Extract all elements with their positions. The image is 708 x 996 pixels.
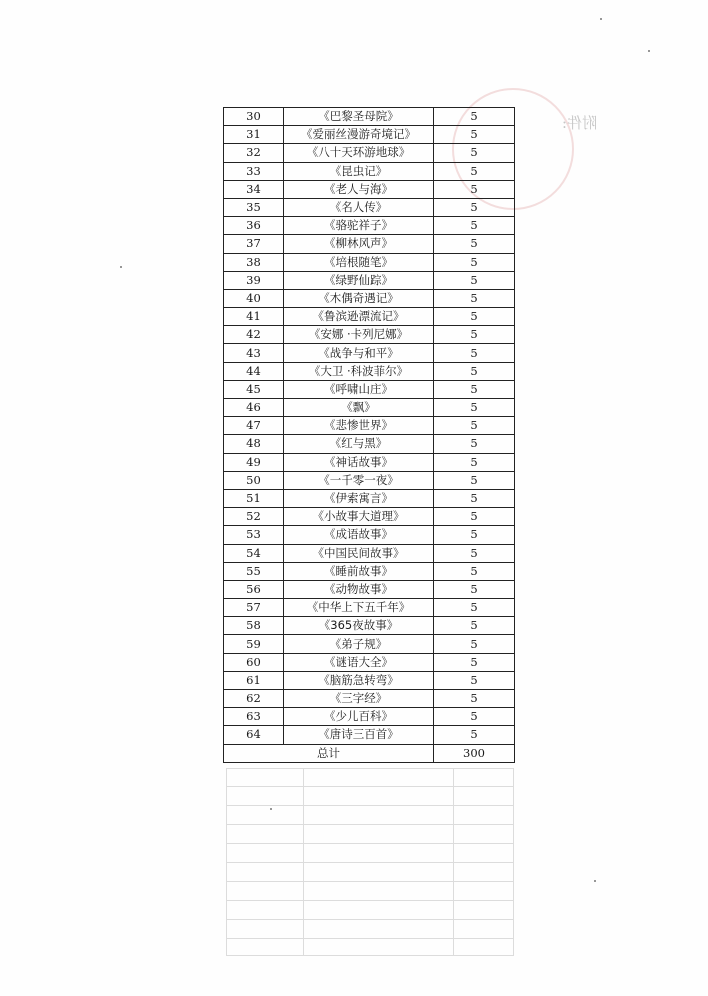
book-quantity: 5	[434, 653, 515, 671]
book-title: 《动物故事》	[284, 580, 434, 598]
table-row	[224, 526, 515, 544]
book-title: 《培根随笔》	[284, 253, 434, 271]
book-quantity: 5	[434, 108, 515, 126]
table-row	[224, 599, 515, 617]
book-title: 《爱丽丝漫游奇境记》	[284, 126, 434, 144]
book-quantity: 5	[434, 326, 515, 344]
row-number: 56	[224, 580, 284, 598]
book-title: 《大卫 ·科波菲尔》	[284, 362, 434, 380]
book-quantity: 5	[434, 180, 515, 198]
row-number: 52	[224, 508, 284, 526]
book-title: 《巴黎圣母院》	[284, 108, 434, 126]
table-row	[224, 508, 515, 526]
table-row	[224, 471, 515, 489]
book-list-table	[223, 107, 515, 763]
table-row	[224, 671, 515, 689]
row-number: 58	[224, 617, 284, 635]
table-row	[224, 217, 515, 235]
row-number: 49	[224, 453, 284, 471]
book-quantity: 5	[434, 399, 515, 417]
row-number: 50	[224, 471, 284, 489]
book-quantity: 5	[434, 126, 515, 144]
book-quantity: 5	[434, 708, 515, 726]
row-number: 62	[224, 690, 284, 708]
row-number: 59	[224, 635, 284, 653]
table-row	[224, 708, 515, 726]
table-row	[224, 362, 515, 380]
book-quantity: 5	[434, 198, 515, 216]
table-row	[224, 690, 515, 708]
dust-speck	[120, 266, 122, 268]
row-number: 53	[224, 526, 284, 544]
book-title: 《安娜 ·卡列尼娜》	[284, 326, 434, 344]
book-title: 《一千零一夜》	[284, 471, 434, 489]
book-title: 《八十天环游地球》	[284, 144, 434, 162]
book-quantity: 5	[434, 489, 515, 507]
row-number: 40	[224, 289, 284, 307]
book-title: 《绿野仙踪》	[284, 271, 434, 289]
table-row	[224, 726, 515, 744]
book-title: 《365夜故事》	[284, 617, 434, 635]
row-number: 43	[224, 344, 284, 362]
book-title: 《小故事大道理》	[284, 508, 434, 526]
row-number: 33	[224, 162, 284, 180]
book-quantity: 5	[434, 544, 515, 562]
table-row	[224, 198, 515, 216]
table-row	[224, 162, 515, 180]
table-row	[224, 653, 515, 671]
row-number: 51	[224, 489, 284, 507]
book-title: 《神话故事》	[284, 453, 434, 471]
book-title: 《三字经》	[284, 690, 434, 708]
total-row	[224, 744, 515, 762]
table-row	[224, 399, 515, 417]
show-through-table	[226, 768, 514, 956]
book-quantity: 5	[434, 308, 515, 326]
row-number: 42	[224, 326, 284, 344]
row-number: 32	[224, 144, 284, 162]
row-number: 36	[224, 217, 284, 235]
book-title: 《脑筋急转弯》	[284, 671, 434, 689]
table-row	[224, 380, 515, 398]
table-row	[224, 344, 515, 362]
book-quantity: 5	[434, 289, 515, 307]
table-row	[224, 435, 515, 453]
book-title: 《谜语大全》	[284, 653, 434, 671]
table-row	[224, 289, 515, 307]
book-title: 《红与黑》	[284, 435, 434, 453]
table-row	[224, 326, 515, 344]
table-row	[224, 126, 515, 144]
book-title: 《鲁滨逊漂流记》	[284, 308, 434, 326]
row-number: 44	[224, 362, 284, 380]
row-number: 57	[224, 599, 284, 617]
table-row	[224, 108, 515, 126]
row-number: 35	[224, 198, 284, 216]
total-label: 总计	[224, 744, 434, 762]
book-quantity: 5	[434, 144, 515, 162]
table-row	[224, 489, 515, 507]
book-quantity: 5	[434, 562, 515, 580]
row-number: 31	[224, 126, 284, 144]
table-row	[224, 308, 515, 326]
book-list-body	[224, 108, 515, 745]
book-quantity: 5	[434, 453, 515, 471]
book-quantity: 5	[434, 235, 515, 253]
row-number: 37	[224, 235, 284, 253]
row-number: 64	[224, 726, 284, 744]
row-number: 34	[224, 180, 284, 198]
row-number: 46	[224, 399, 284, 417]
book-quantity: 5	[434, 362, 515, 380]
table-row	[224, 580, 515, 598]
book-title: 《成语故事》	[284, 526, 434, 544]
row-number: 60	[224, 653, 284, 671]
table-row	[224, 180, 515, 198]
row-number: 38	[224, 253, 284, 271]
table-row	[224, 253, 515, 271]
book-title: 《中国民间故事》	[284, 544, 434, 562]
dust-speck	[648, 50, 650, 52]
row-number: 55	[224, 562, 284, 580]
book-quantity: 5	[434, 435, 515, 453]
book-quantity: 5	[434, 471, 515, 489]
book-quantity: 5	[434, 526, 515, 544]
book-quantity: 5	[434, 580, 515, 598]
book-title: 《柳林风声》	[284, 235, 434, 253]
book-title: 《木偶奇遇记》	[284, 289, 434, 307]
book-title: 《睡前故事》	[284, 562, 434, 580]
book-title: 《唐诗三百首》	[284, 726, 434, 744]
row-number: 30	[224, 108, 284, 126]
book-title: 《少儿百科》	[284, 708, 434, 726]
book-title: 《战争与和平》	[284, 344, 434, 362]
book-quantity: 5	[434, 617, 515, 635]
book-title: 《名人传》	[284, 198, 434, 216]
table-row	[224, 562, 515, 580]
book-quantity: 5	[434, 417, 515, 435]
book-quantity: 5	[434, 508, 515, 526]
book-title: 《飘》	[284, 399, 434, 417]
book-quantity: 5	[434, 599, 515, 617]
book-quantity: 5	[434, 726, 515, 744]
book-title: 《伊索寓言》	[284, 489, 434, 507]
book-quantity: 5	[434, 271, 515, 289]
book-quantity: 5	[434, 217, 515, 235]
book-quantity: 5	[434, 380, 515, 398]
book-title: 《呼啸山庄》	[284, 380, 434, 398]
total-value: 300	[434, 744, 515, 762]
table-row	[224, 617, 515, 635]
table-row	[224, 453, 515, 471]
table-row	[224, 235, 515, 253]
dust-speck	[594, 880, 596, 882]
book-title: 《昆虫记》	[284, 162, 434, 180]
row-number: 39	[224, 271, 284, 289]
row-number: 41	[224, 308, 284, 326]
book-quantity: 5	[434, 162, 515, 180]
book-quantity: 5	[434, 635, 515, 653]
row-number: 61	[224, 671, 284, 689]
dust-speck	[270, 808, 272, 810]
table-row	[224, 271, 515, 289]
row-number: 63	[224, 708, 284, 726]
book-title: 《老人与海》	[284, 180, 434, 198]
book-title: 《悲惨世界》	[284, 417, 434, 435]
book-title: 《中华上下五千年》	[284, 599, 434, 617]
table-row	[224, 417, 515, 435]
book-quantity: 5	[434, 671, 515, 689]
dust-speck	[600, 18, 602, 20]
row-number: 47	[224, 417, 284, 435]
row-number: 54	[224, 544, 284, 562]
book-quantity: 5	[434, 690, 515, 708]
row-number: 48	[224, 435, 284, 453]
book-title: 《弟子规》	[284, 635, 434, 653]
book-title: 《骆驼祥子》	[284, 217, 434, 235]
book-quantity: 5	[434, 253, 515, 271]
table-row	[224, 635, 515, 653]
row-number: 45	[224, 380, 284, 398]
table-row	[224, 544, 515, 562]
table-row	[224, 144, 515, 162]
book-quantity: 5	[434, 344, 515, 362]
show-through-heading: 附件:	[562, 114, 598, 132]
